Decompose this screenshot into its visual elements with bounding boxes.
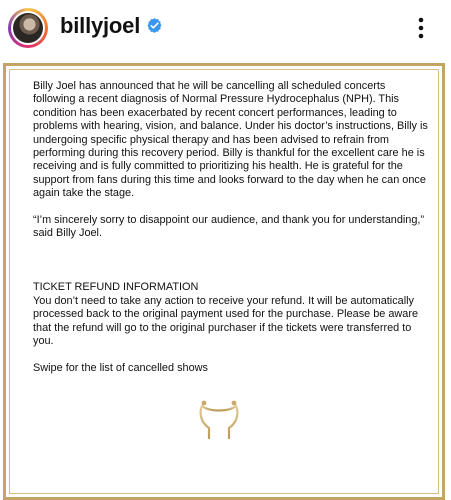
announcement-text [33, 80, 429, 375]
more-options-icon [418, 17, 424, 39]
refund-heading: TICKET REFUND INFORMATION [33, 281, 199, 294]
announcement-paragraph: Billy Joel has announced that he will be cancelling all scheduled concerts following a recent diagnosis of Normal Pressure Hydrocephalus (NPH). This condition has been exacerbated by recent concert performances, leading to problems with hearing, vision, and balance. Under his doctor’s instructions, Billy is undergoing specific physical therapy and has been advised to refrain from performing during this recovery period. Billy is thankful for the excellent care he is receiving and is fully committed to prioritizing his health. He is grateful for the support from fans during this time and looks forward to the day when he can once again take the stage. [33, 80, 428, 200]
verified-badge-icon [146, 17, 163, 34]
avatar-inner [11, 11, 45, 45]
lyre-emblem-icon [196, 398, 242, 442]
username[interactable]: billyjoel [60, 13, 141, 38]
more-options-button[interactable] [407, 14, 435, 42]
post-header [0, 0, 451, 56]
avatar-photo [13, 13, 43, 43]
spacer [33, 240, 429, 281]
avatar[interactable] [8, 8, 48, 48]
refund-body: You don’t need to take any action to receive your refund. It will be automatically processed back to the original payment used for the purchase. Please be aware that the refund will go to the original purchaser if the tickets were transferred to you. [33, 294, 419, 348]
swipe-note: Swipe for the list of cancelled shows [33, 361, 208, 374]
quote-paragraph: “I’m sincerely sorry to disappoint our audience, and thank you for understanding,” said Billy Joel. [33, 213, 425, 240]
